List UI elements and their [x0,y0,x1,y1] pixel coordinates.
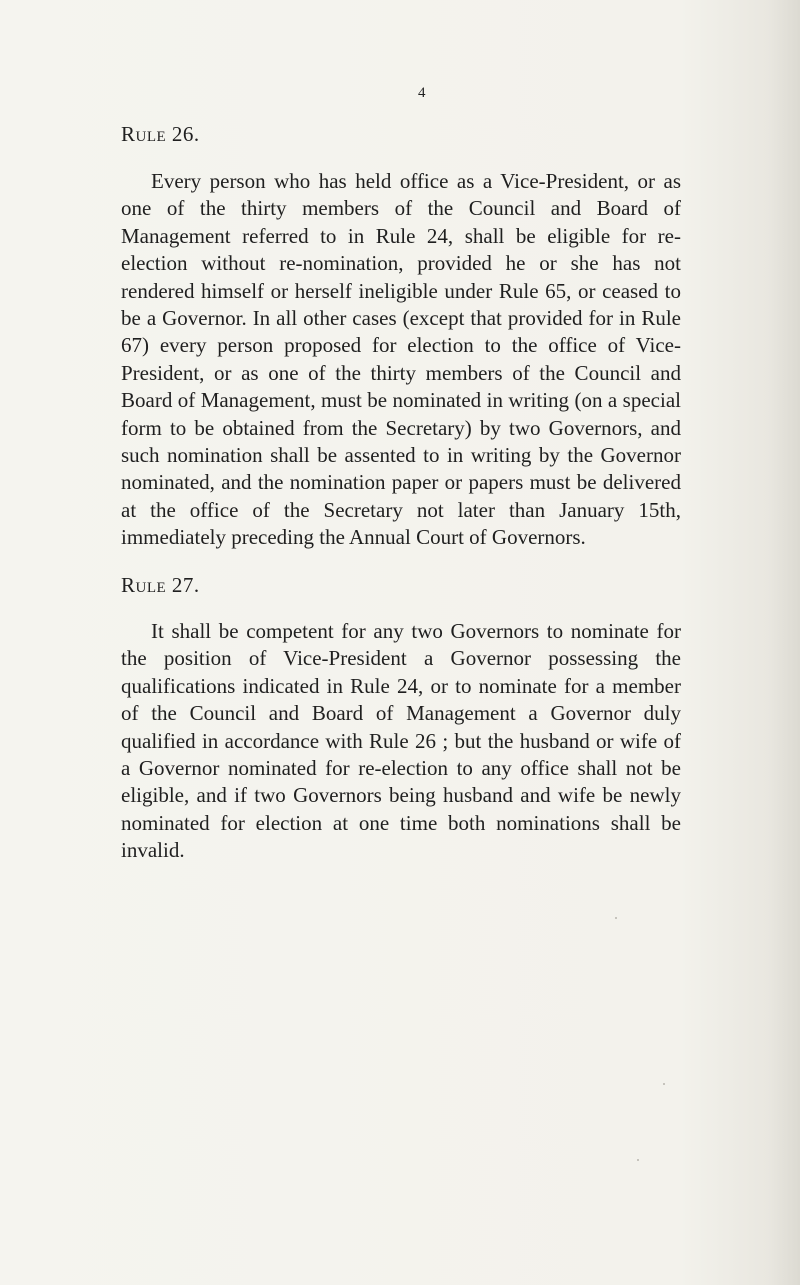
paper-speck [637,1159,639,1161]
paper-speck [663,1083,665,1085]
rule-27-heading: Rule 27. [121,573,200,597]
paper-speck [615,917,617,919]
page-number: 4 [418,85,426,101]
rule-26-paragraph: Every person who has held office as a Vice-President, or as one of the thirty members of the Council and Board of Management referred to in Rule 24, shall be eligible for re-election without re-nomination, provided he or she has not rendered himself or herself ineligible under Rule 65, or ceased to be a Governor. In all other cases (except that provided for in Rule 67) every person proposed for election to the office of Vice-President, or as one of the thirty members of the Council and Board of Management, must be nominated in writing (on a special form to be obtained from the Secretary) by two Governors, and such nomination shall be assented to in writing by the Governor nominated, and the nomination paper or papers must be delivered at the office of the Secretary not later than January 15th, immediately preceding the Annual Court of Governors. [121,169,681,550]
rule-26-heading: Rule 26. [121,122,200,146]
rule-27-paragraph: It shall be competent for any two Governors to nominate for the position of Vice-President a Governor possessing the qualifications indicated in Rule 24, or to nominate for a member of the Council and Board of Management a Governor duly qualified in accordance with Rule 26 ; but the husband or wife of a Governor nominated for re-election to any office shall not be eligible, and if two Governors being husband and wife be newly nominated for election at one time both nominations shall be invalid. [121,619,681,863]
